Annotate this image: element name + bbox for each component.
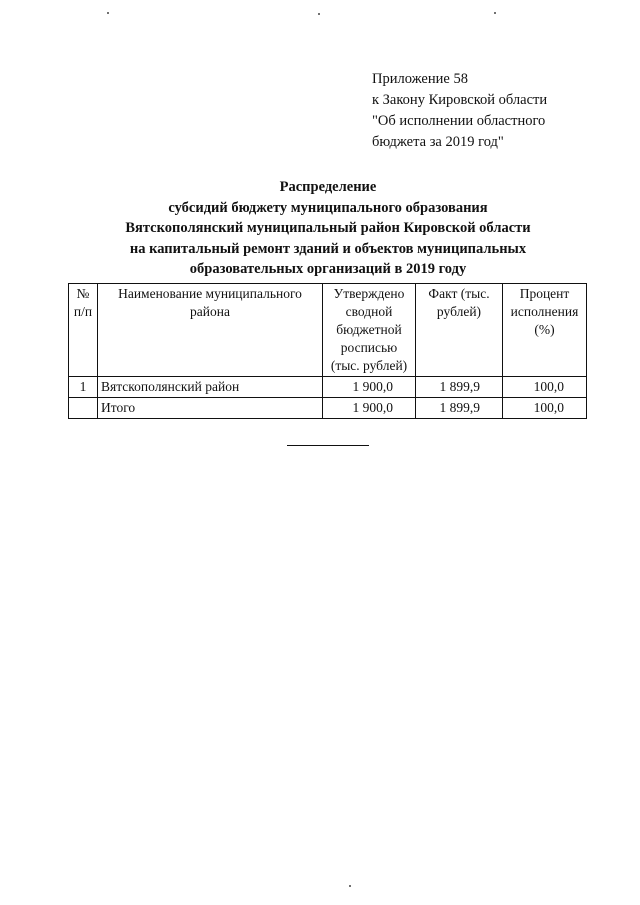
title-line-3: Вятскополянский муниципальный район Кировской области bbox=[125, 220, 531, 236]
table-total-row bbox=[69, 398, 587, 419]
row-approved: 1 900,0 bbox=[323, 377, 416, 398]
row-fact: 1 899,9 bbox=[416, 377, 503, 398]
appendix-law-title-2: бюджета за 2019 год" bbox=[372, 134, 504, 150]
appendix-law-ref: к Закону Кировской области bbox=[372, 92, 548, 108]
title-line-4: на капитальный ремонт зданий и объектов муниципальных bbox=[129, 240, 527, 257]
appendix-number: Приложение 58 bbox=[372, 71, 468, 87]
scan-speck bbox=[349, 885, 351, 887]
title-line-2: субсидий бюджету муниципального образования bbox=[168, 199, 488, 216]
row-percent: 100,0 bbox=[503, 377, 587, 398]
header-name: Наименование муниципального района bbox=[98, 284, 323, 377]
scan-speck bbox=[494, 12, 496, 14]
end-separator-line bbox=[287, 445, 369, 446]
scan-speck bbox=[107, 12, 109, 14]
header-num: № п/п bbox=[69, 284, 98, 377]
table-row bbox=[69, 377, 587, 398]
appendix-law-title-1: "Об исполнении областного bbox=[372, 113, 546, 129]
document-title bbox=[0, 177, 640, 280]
total-percent: 100,0 bbox=[503, 398, 587, 419]
appendix-heading bbox=[372, 69, 547, 153]
total-fact: 1 899,9 bbox=[416, 398, 503, 419]
header-fact: Факт (тыс. рублей) bbox=[416, 284, 503, 377]
total-approved: 1 900,0 bbox=[323, 398, 416, 419]
row-name: Вятскополянский район bbox=[98, 377, 323, 398]
title-line-1: Распределение bbox=[279, 179, 377, 195]
header-percent: Процент исполнения (%) bbox=[503, 284, 587, 377]
row-num: 1 bbox=[69, 377, 98, 398]
title-line-5: образовательных организаций в 2019 году bbox=[189, 261, 467, 277]
header-approved: Утверждено сводной бюджетной росписью (тыс. рублей) bbox=[323, 284, 416, 377]
total-name: Итого bbox=[98, 398, 323, 419]
subsidy-table bbox=[68, 283, 587, 419]
scan-speck bbox=[318, 13, 320, 15]
table-header-row bbox=[69, 284, 587, 377]
total-num bbox=[69, 398, 98, 419]
